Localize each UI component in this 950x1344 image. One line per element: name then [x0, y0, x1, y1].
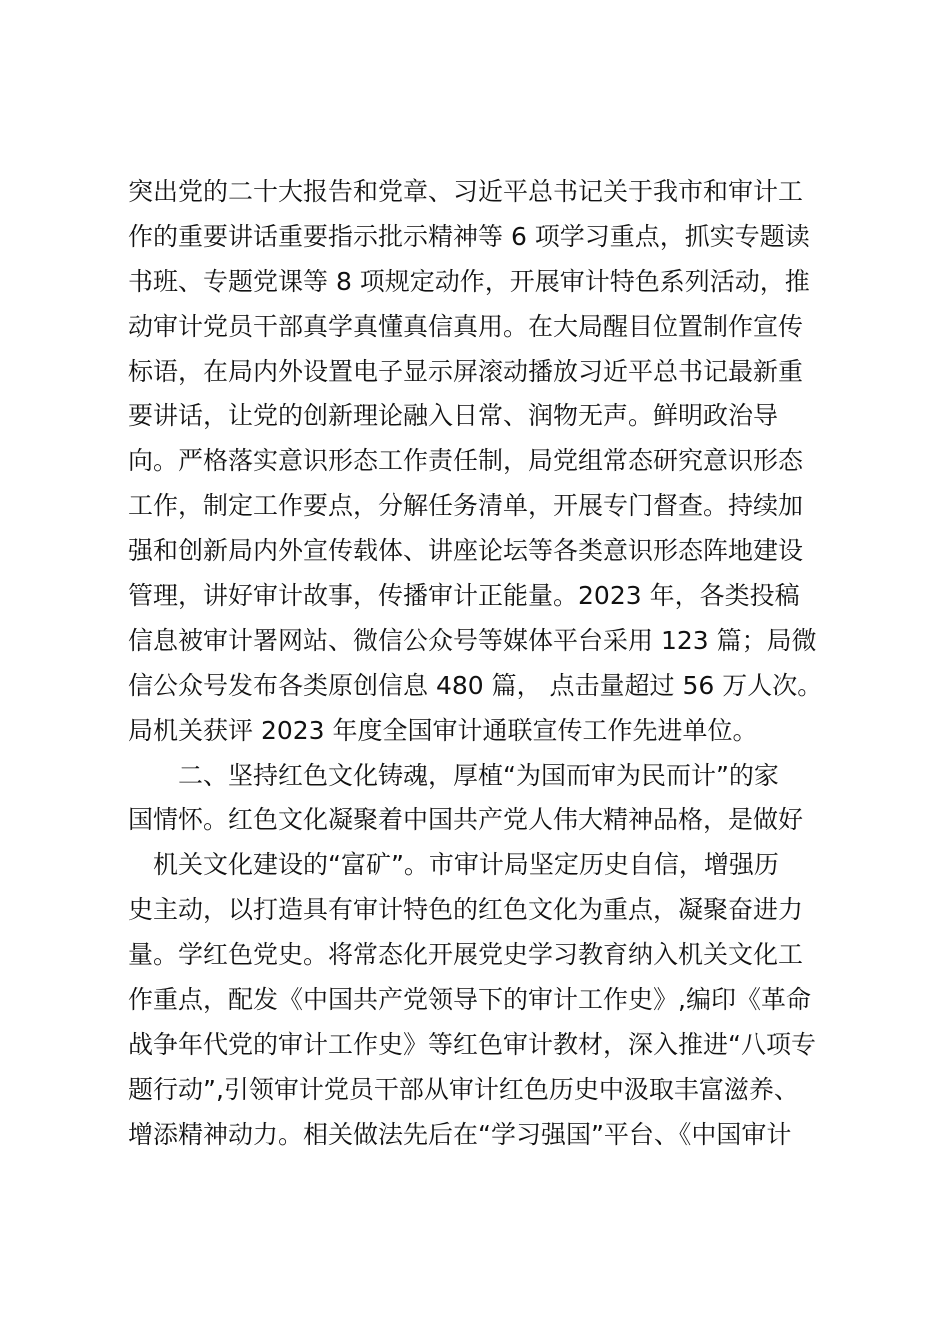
body-text	[128, 170, 828, 1158]
section-heading-line: 二、坚持红色文化铸魂，厚植“为国而审为民而计”的家	[128, 760, 779, 790]
text-line: 动审计党员干部真学真懂真信真用。在大局醒目位置制作宣传	[128, 311, 804, 341]
text-line: 书班、专题党课等 8 项规定动作，开展审计特色系列活动，推	[128, 266, 810, 296]
text-line: 要讲话，让党的创新理论融入日常、润物无声。鲜明政治导	[128, 401, 779, 431]
text-line: 国情怀。红色文化凝聚着中国共产党人伟大精神品格，是做好	[128, 805, 804, 835]
text-line: 题行动”,引领审计党员干部从审计红色历史中汲取丰富滋养、	[128, 1074, 799, 1104]
text-line: 作的重要讲话重要指示批示精神等 6 项学习重点，抓实专题读	[128, 221, 810, 251]
text-line: 局机关获评 2023 年度全国审计通联宣传工作先进单位。	[128, 715, 758, 745]
text-line: 标语，在局内外设置电子显示屏滚动播放习近平总书记最新重	[128, 356, 804, 386]
text-line: 史主动，以打造具有审计特色的红色文化为重点，凝聚奋进力	[128, 895, 804, 925]
text-line: 管理，讲好审计故事，传播审计正能量。2023 年，各类投稿	[128, 581, 800, 611]
text-line: 作重点，配发《中国共产党领导下的审计工作史》,编印《革命	[128, 985, 811, 1015]
text-line: 信公众号发布各类原创信息 480 篇， 点击量超过 56 万人次。	[128, 670, 823, 700]
text-line: 增添精神动力。相关做法先后在“学习强国”平台、《中国审计	[128, 1119, 792, 1149]
text-line: 强和创新局内外宣传载体、讲座论坛等各类意识形态阵地建设	[128, 536, 804, 566]
text-line: 机关文化建设的“富矿”。市审计局坚定历史自信，增强历	[128, 850, 779, 880]
text-line: 突出党的二十大报告和党章、习近平总书记关于我市和审计工	[128, 177, 804, 206]
text-line: 量。学红色党史。将常态化开展党史学习教育纳入机关文化工	[128, 940, 804, 970]
text-line: 工作，制定工作要点，分解任务清单，开展专门督查。持续加	[128, 491, 804, 521]
text-line: 向。严格落实意识形态工作责任制，局党组常态研究意识形态	[128, 446, 804, 476]
text-line: 战争年代党的审计工作史》等红色审计教材，深入推进“八项专	[128, 1029, 816, 1059]
text-line: 信息被审计署网站、微信公众号等媒体平台采用 123 篇；局微	[128, 625, 817, 655]
